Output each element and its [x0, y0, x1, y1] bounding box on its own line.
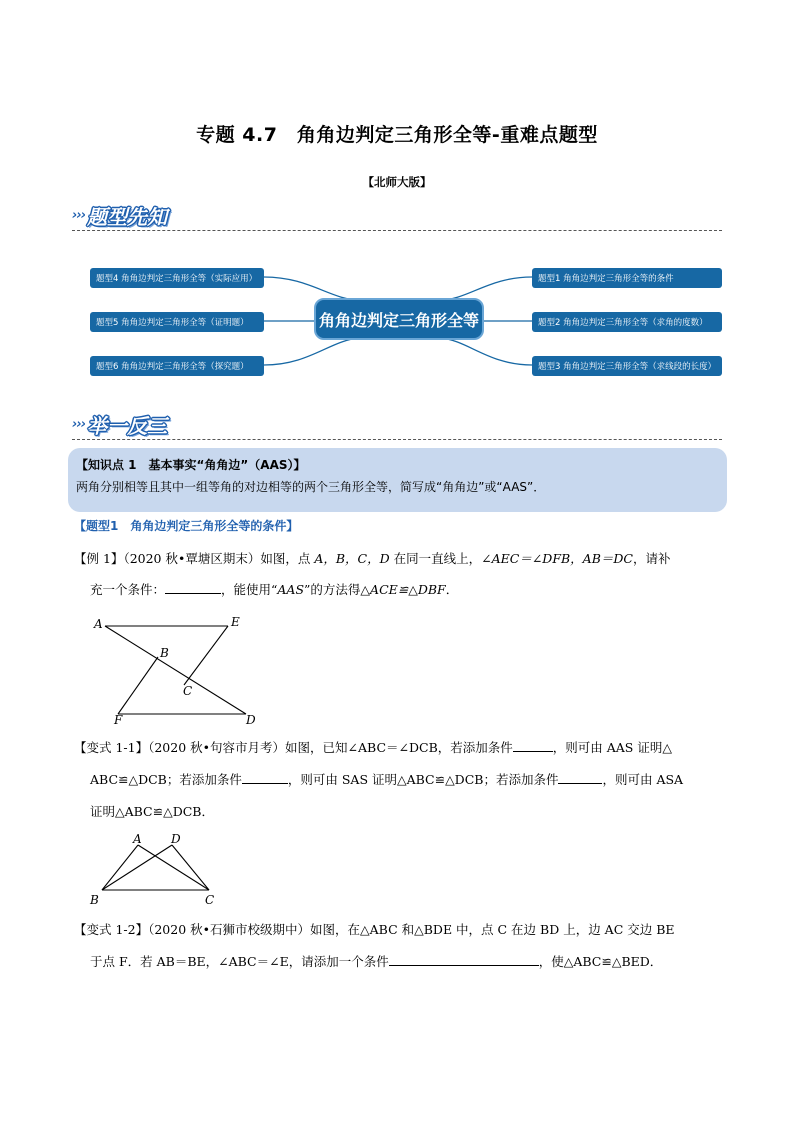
points-label: A，B，C，D	[314, 551, 390, 566]
variant11-line3: 证明△ABC≌△DCB．	[90, 804, 214, 819]
point-B-label: B	[90, 893, 99, 907]
mindmap-node-type2[interactable]: 题型2 角角边判定三角形全等（求角的度数）	[532, 312, 722, 332]
line-BA	[102, 845, 138, 890]
line-EC	[184, 626, 228, 685]
figure-example1	[88, 612, 268, 727]
variant11-line2	[90, 765, 683, 795]
answer-blank[interactable]	[389, 951, 539, 966]
mindmap-connectors	[0, 0, 794, 400]
knowledge-point-title: 【知识点 1 基本事实“角角边”（AAS）】	[76, 458, 306, 472]
text: 如图，在△ABC 和△BDE 中，点 C 在边 BD 上，边 AC 交边 BE	[310, 922, 675, 937]
arrows-icon: ›››	[72, 416, 86, 432]
answer-blank[interactable]	[558, 769, 602, 784]
text: ，使△ABC≌△BED．	[538, 954, 663, 969]
variant-tag: 【变式 1-2】	[74, 922, 149, 937]
text: ，能使用“	[221, 582, 278, 597]
text: ，则可由 AAS 证明△	[552, 740, 672, 755]
point-E-label: E	[231, 615, 240, 629]
congruence-text: ACE≌△DBF	[370, 582, 446, 597]
variant12-line1	[74, 915, 675, 945]
point-C-label: C	[205, 893, 215, 907]
point-B-label: B	[160, 646, 169, 660]
mindmap-node-type3[interactable]: 题型3 角角边判定三角形全等（求线段的长度）	[532, 356, 722, 376]
point-C-label: C	[183, 684, 193, 698]
page-title: 专题 4.7 角角边判定三角形全等-重难点题型	[196, 124, 598, 146]
knowledge-point-box	[68, 448, 727, 512]
point-A-label: A	[133, 832, 142, 846]
point-F-label: F	[114, 713, 123, 727]
mindmap-node-type6[interactable]: 题型6 角角边判定三角形全等（探究题）	[90, 356, 264, 376]
line-AD	[105, 626, 246, 714]
point-D-label: D	[246, 713, 256, 727]
line-BF	[118, 657, 158, 714]
knowledge-point-body: 两角分别相等且其中一组等角的对边相等的两个三角形全等，简写成“角角边”或“AAS”．	[76, 480, 546, 494]
text: 在同一直线上，	[389, 551, 482, 566]
line-DC	[172, 845, 209, 890]
example1-line1	[74, 544, 671, 574]
section-label: 举一反三	[87, 413, 168, 438]
text: 于点 F．若 AB＝BE，∠ABC＝∠E，请添加一个条件	[90, 954, 389, 969]
text: ，请补	[632, 551, 671, 566]
variant12-line2	[90, 947, 662, 977]
variant-source: （2020 秋•石狮市校级期中）	[148, 922, 311, 937]
answer-blank[interactable]	[242, 769, 288, 784]
line-AC	[138, 845, 209, 890]
answer-blank[interactable]	[165, 579, 221, 594]
aas-label: AAS	[277, 582, 305, 597]
text: ABC≌△DCB；若添加条件	[90, 772, 242, 787]
text: ，则可由 ASA	[602, 772, 684, 787]
variant11-line1	[74, 733, 672, 763]
question-type-title: 【题型1 角角边判定三角形全等的条件】	[74, 519, 299, 533]
text: 如图，已知∠ABC＝∠DCB，若添加条件	[285, 740, 513, 755]
arrows-icon: ›››	[72, 207, 86, 223]
section-label: 题型先知	[87, 204, 168, 229]
example-source: （2020 秋•覃塘区期末）	[123, 551, 261, 566]
section-banner-practice	[72, 409, 167, 439]
point-D-label: D	[171, 832, 181, 846]
section-divider	[72, 439, 722, 440]
edition-label: 【北师大版】	[362, 175, 432, 189]
example1-line2	[90, 575, 458, 605]
mindmap-node-type5[interactable]: 题型5 角角边判定三角形全等（证明题）	[90, 312, 264, 332]
figure-variant11	[84, 830, 224, 910]
text: 如图，点	[260, 551, 315, 566]
text: ．	[445, 582, 459, 597]
mindmap-center: 角角边判定三角形全等	[314, 298, 484, 340]
mindmap-node-type4[interactable]: 题型4 角角边判定三角形全等（实际应用）	[90, 268, 264, 288]
variant-source: （2020 秋•句容市月考）	[148, 740, 286, 755]
point-A-label: A	[94, 617, 103, 631]
condition-text: ∠AEC＝∠DFB，AB＝DC	[481, 551, 633, 566]
text: ，则可由 SAS 证明△ABC≌△DCB；若添加条件	[287, 772, 559, 787]
text: ”的方法得△	[304, 582, 371, 597]
mindmap-node-type1[interactable]: 题型1 角角边判定三角形全等的条件	[532, 268, 722, 288]
answer-blank[interactable]	[513, 737, 553, 752]
variant-tag: 【变式 1-1】	[74, 740, 149, 755]
example-tag: 【例 1】	[74, 551, 124, 566]
text: 充一个条件：	[90, 582, 166, 597]
line-BD	[102, 845, 172, 890]
